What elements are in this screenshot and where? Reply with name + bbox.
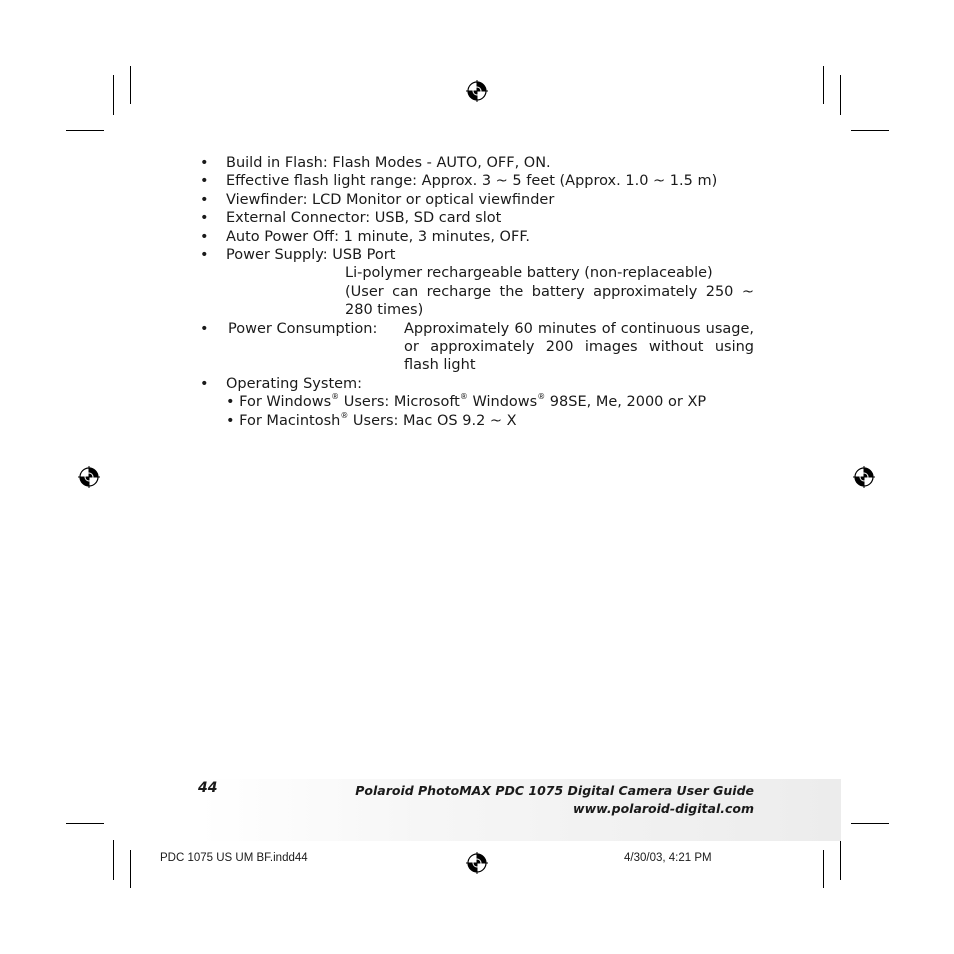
- registration-target-icon: [466, 80, 488, 102]
- spec-continuation: Li-polymer rechargeable battery (non-replaceable): [345, 265, 713, 282]
- bullet: •: [200, 191, 209, 208]
- spec-label: Operating System:: [226, 375, 363, 392]
- spec-viewfinder: [200, 191, 754, 209]
- bullet: •: [200, 320, 209, 337]
- crop-mark-bottom-left-h: [66, 823, 104, 824]
- crop-mark-bottom-right-v: [840, 840, 841, 880]
- os-windows: • For Windows® Users: Microsoft® Windows® 98SE, Me, 2000 or XP: [226, 392, 707, 411]
- registration-target-icon: [853, 466, 875, 488]
- spec-label: Power Consumption:: [228, 320, 378, 337]
- crop-mark-bottom-left-v2: [130, 850, 131, 888]
- spec-os: [200, 375, 754, 430]
- spec-text: Viewfinder: LCD Monitor or optical viewfinder: [226, 191, 555, 208]
- spec-continuation: (User can recharge the battery approximately 250 ~ 280 times): [345, 283, 754, 319]
- spec-value: Approximately 60 minutes of continuous usage, or approximately 200 images without using flash light: [404, 320, 754, 374]
- bullet: •: [200, 210, 209, 227]
- spec-text: Auto Power Off: 1 minute, 3 minutes, OFF.: [226, 228, 530, 245]
- page-number: 44: [198, 780, 218, 796]
- spec-text: Effective flash light range: Approx. 3 ~ 5 feet (Approx. 1.0 ~ 1.5 m): [226, 173, 718, 190]
- bullet: •: [200, 228, 209, 245]
- crop-mark-top-left-h: [66, 130, 104, 131]
- spec-flash-range: [200, 172, 754, 190]
- spec-power-consumption: [200, 320, 754, 375]
- crop-mark-bottom-left-v: [113, 840, 114, 880]
- spec-list: [200, 154, 754, 430]
- crop-mark-bottom-right-v2: [823, 850, 824, 888]
- registration-target-icon: [466, 852, 488, 874]
- bullet: •: [200, 375, 209, 392]
- crop-mark-bottom-right-h: [851, 823, 889, 824]
- os-macintosh: • For Macintosh® Users: Mac OS 9.2 ~ X: [226, 410, 517, 429]
- crop-mark-top-right-v: [823, 66, 824, 104]
- crop-mark-top-right-h: [851, 130, 889, 131]
- crop-mark-top-left-v: [130, 66, 131, 104]
- spec-power-supply: [200, 246, 754, 320]
- guide-url: www.polaroid-digital.com: [573, 801, 754, 816]
- spec-connector: [200, 209, 754, 227]
- spec-flash: [200, 154, 754, 172]
- guide-title: Polaroid PhotoMAX PDC 1075 Digital Camera User Guide: [355, 783, 754, 798]
- crop-mark-top-left-v2: [113, 75, 114, 115]
- spec-text: External Connector: USB, SD card slot: [226, 210, 502, 227]
- registration-target-icon: [78, 466, 100, 488]
- bullet: •: [200, 173, 209, 190]
- slug-file-name: PDC 1075 US UM BF.indd44: [160, 852, 308, 864]
- slug-date: 4/30/03, 4:21 PM: [624, 852, 712, 864]
- bullet: •: [200, 247, 209, 264]
- spec-text: Build in Flash: Flash Modes - AUTO, OFF, ON.: [226, 155, 551, 171]
- spec-auto-power: [200, 228, 754, 246]
- spec-label: Power Supply: USB Port: [226, 247, 396, 264]
- bullet: •: [200, 155, 209, 171]
- crop-mark-top-right-v2: [840, 75, 841, 115]
